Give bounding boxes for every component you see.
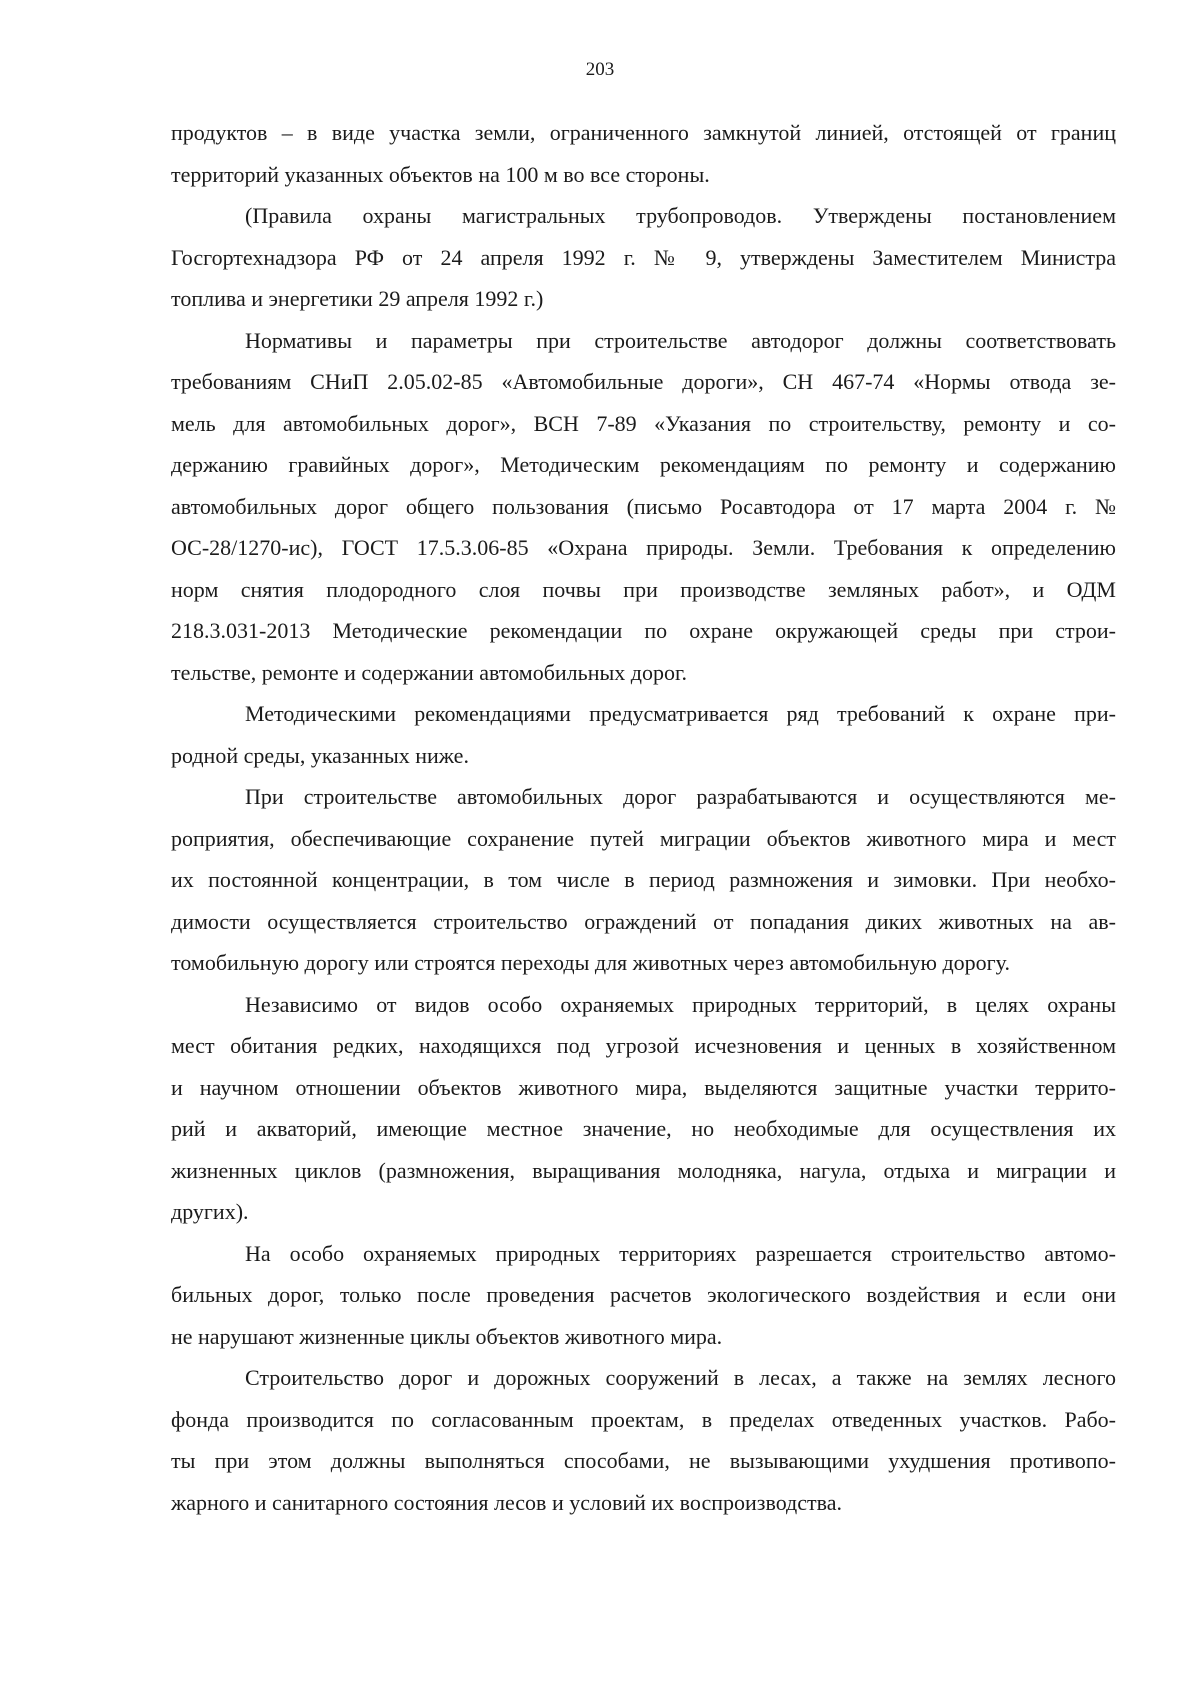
paragraph-line: территорий указанных объектов на 100 м во все стороны. [171,161,710,187]
paragraph-line: Госгортехнадзора РФ от 24 апреля 1992 г. № 9, утверждены Заместителем Министра [171,244,1116,270]
paragraph [171,195,1116,320]
paragraph-line: их постоянной концентрации, в том числе в период размножения и зимовки. При необхо- [171,867,1116,892]
paragraph-line: родной среды, указанных ниже. [171,742,469,768]
paragraph [171,693,1116,776]
paragraph-line: ты при этом должны выполняться способами, не вызывающими ухудшения противопо- [171,1448,1116,1473]
paragraph-line: На особо охраняемых природных территориях разрешается строительство автомо- [245,1240,1116,1266]
paragraph-line: 218.3.031-2013 Методические рекомендации по охране окружающей среды при строи- [171,618,1116,643]
paragraph [171,1233,1116,1358]
paragraph-line: томобильную дорогу или строятся переходы для животных через автомобильную дорогу. [171,950,1010,975]
paragraph-line: рий и акваторий, имеющие местное значение, но необходимые для осуществления их [171,1116,1116,1141]
paragraph-line: Нормативы и параметры при строительстве автодорог должны соответствовать [245,327,1116,353]
paragraph-line: не нарушают жизненные циклы объектов животного мира. [171,1323,723,1349]
paragraph-line: автомобильных дорог общего пользования (письмо Росавтодора от 17 марта 2004 г. № [171,493,1116,519]
paragraph-line: жизненных циклов (размножения, выращивания молодняка, нагула, отдыха и миграции и [171,1157,1116,1183]
paragraph-line: При строительстве автомобильных дорог разрабатываются и осуществляются ме- [245,784,1116,809]
paragraph [171,1357,1116,1523]
paragraph-line: топлива и энергетики 29 апреля 1992 г.) [171,286,544,311]
paragraph-line: ОС-28/1270-ис), ГОСТ 17.5.3.06-85 «Охрана природы. Земли. Требования к определению [171,535,1116,560]
paragraph-line: роприятия, обеспечивающие сохранение путей миграции объектов животного мира и мест [171,825,1116,851]
paragraph-line: (Правила охраны магистральных трубопроводов. Утверждены постановлением [245,203,1116,228]
paragraph-line: тельстве, ремонте и содержании автомобильных дорог. [171,659,687,685]
paragraph-line: Независимо от видов особо охраняемых природных территорий, в целях охраны [245,991,1116,1017]
paragraph-line: Строительство дорог и дорожных сооружений в лесах, а также на землях лесного [245,1365,1116,1390]
paragraph-line: других). [171,1199,249,1224]
paragraph-line: Методическими рекомендациями предусматривается ряд требований к охране при- [245,701,1116,726]
paragraph-line: мест обитания редких, находящихся под угрозой исчезновения и ценных в хозяйственном [171,1033,1116,1058]
paragraph-line: держанию гравийных дорог», Методическим рекомендациям по ремонту и содержанию [171,452,1116,477]
paragraph [171,112,1116,195]
paragraph-line: бильных дорог, только после проведения расчетов экологического воздействия и если они [171,1282,1116,1307]
paragraph-line: мель для автомобильных дорог», ВСН 7-89 «Указания по строительству, ремонту и со- [171,410,1116,436]
paragraph-line: норм снятия плодородного слоя почвы при производстве земляных работ», и ОДМ [171,576,1116,602]
paragraph [171,984,1116,1233]
paragraph-line: продуктов – в виде участка земли, ограниченного замкнутой линией, отстоящей от границ [171,120,1116,145]
paragraph-line: фонда производится по согласованным проектам, в пределах отведенных участков. Рабо- [171,1406,1116,1432]
paragraph [171,320,1116,694]
paragraph-line: жарного и санитарного состояния лесов и условий их воспроизводства. [171,1489,842,1515]
paragraph-line: и научном отношении объектов животного мира, выделяются защитные участки террито- [171,1074,1116,1100]
paragraph-line: димости осуществляется строительство ограждений от попадания диких животных на ав- [171,908,1116,934]
paragraph [171,776,1116,984]
paragraph-line: требованиям СНиП 2.05.02-85 «Автомобильные дороги», СН 467-74 «Нормы отвода зе- [171,369,1116,394]
document-body [171,112,1116,1523]
page-number: 203 [585,59,615,80]
